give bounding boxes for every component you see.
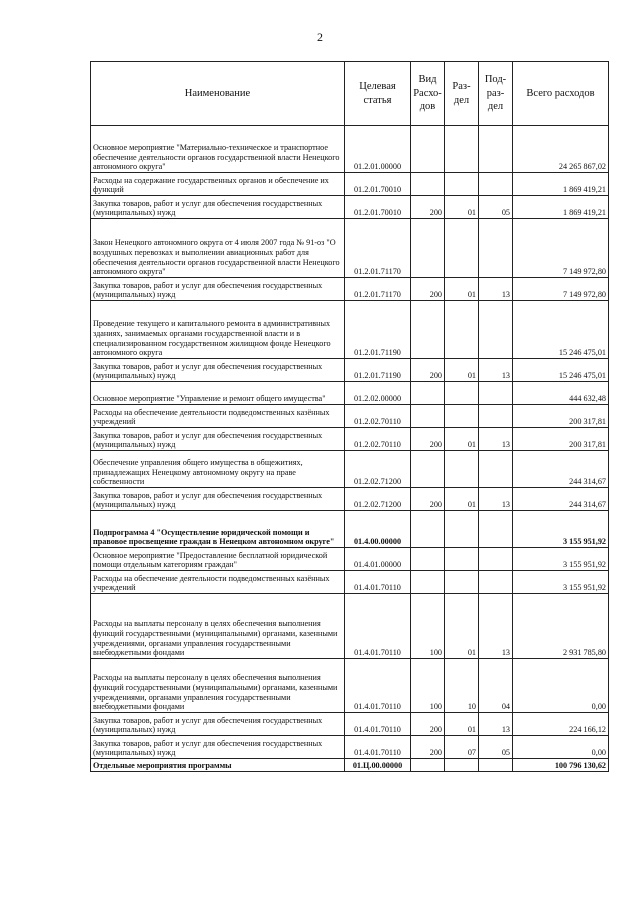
cell-podrazdel: [479, 451, 513, 488]
cell-vid: 100: [411, 659, 445, 713]
cell-name: Закупка товаров, работ и услуг для обеспечения государственных (муниципальных) нужд: [91, 196, 345, 219]
cell-total: 15 246 475,01: [513, 301, 609, 359]
cell-target: 01.4.01.70110: [345, 713, 411, 736]
header-target: Целевая статья: [345, 62, 411, 126]
cell-target: 01.2.01.71190: [345, 301, 411, 359]
header-vid: Вид Расхо-дов: [411, 62, 445, 126]
cell-vid: 200: [411, 428, 445, 451]
cell-razdel: 01: [445, 713, 479, 736]
cell-podrazdel: 04: [479, 659, 513, 713]
table-row: [91, 301, 609, 359]
cell-total: 0,00: [513, 659, 609, 713]
cell-total: 444 632,48: [513, 382, 609, 405]
table-row: [91, 488, 609, 511]
cell-total: 15 246 475,01: [513, 359, 609, 382]
cell-razdel: [445, 548, 479, 571]
cell-podrazdel: [479, 219, 513, 278]
cell-target: 01.4.01.70110: [345, 736, 411, 759]
cell-razdel: 07: [445, 736, 479, 759]
cell-total: 1 869 419,21: [513, 196, 609, 219]
cell-total: 7 149 972,80: [513, 278, 609, 301]
cell-target: 01.2.01.70010: [345, 196, 411, 219]
cell-razdel: 01: [445, 359, 479, 382]
cell-target: 01.2.01.70010: [345, 173, 411, 196]
cell-name: Расходы на выплаты персоналу в целях обеспечения выполнения функций государственными (муниципальными) органами, казенными учреждениями, органами управления государственными внебюджетными фондами: [91, 659, 345, 713]
cell-target: 01.2.01.71170: [345, 278, 411, 301]
cell-vid: 200: [411, 488, 445, 511]
cell-razdel: 01: [445, 428, 479, 451]
cell-razdel: 01: [445, 278, 479, 301]
cell-podrazdel: 13: [479, 278, 513, 301]
cell-target: 01.4.01.70110: [345, 594, 411, 659]
cell-podrazdel: 13: [479, 713, 513, 736]
cell-vid: [411, 219, 445, 278]
cell-podrazdel: [479, 511, 513, 548]
cell-name: Расходы на обеспечение деятельности подведомственных казённых учреждений: [91, 571, 345, 594]
header-podrazdel: Под-раз-дел: [479, 62, 513, 126]
cell-razdel: 10: [445, 659, 479, 713]
cell-name: Закупка товаров, работ и услуг для обеспечения государственных (муниципальных) нужд: [91, 359, 345, 382]
cell-podrazdel: 05: [479, 196, 513, 219]
table-row: [91, 548, 609, 571]
cell-vid: 200: [411, 278, 445, 301]
cell-razdel: [445, 173, 479, 196]
cell-vid: [411, 173, 445, 196]
cell-name: Закупка товаров, работ и услуг для обеспечения государственных (муниципальных) нужд: [91, 488, 345, 511]
cell-podrazdel: [479, 126, 513, 173]
expenditure-table: [90, 61, 609, 772]
cell-name: Подпрограмма 4 "Осуществление юридической помощи и правовое просвещение граждан в Ненецком автономном округе": [91, 511, 345, 548]
cell-total: 200 317,81: [513, 405, 609, 428]
cell-razdel: [445, 382, 479, 405]
cell-name: Обеспечение управления общего имущества в общежитиях, принадлежащих Ненецкому автономному округу на праве собственности: [91, 451, 345, 488]
cell-target: 01.2.01.71170: [345, 219, 411, 278]
cell-podrazdel: [479, 548, 513, 571]
cell-razdel: [445, 511, 479, 548]
header-name: Наименование: [91, 62, 345, 126]
cell-podrazdel: 05: [479, 736, 513, 759]
cell-podrazdel: [479, 405, 513, 428]
cell-razdel: 01: [445, 594, 479, 659]
table-row: [91, 736, 609, 759]
cell-vid: 100: [411, 594, 445, 659]
cell-total: 2 931 785,80: [513, 594, 609, 659]
table-body: [91, 126, 609, 772]
cell-podrazdel: [479, 759, 513, 772]
cell-total: 3 155 951,92: [513, 511, 609, 548]
cell-podrazdel: 13: [479, 428, 513, 451]
table-row: [91, 451, 609, 488]
cell-target: 01.4.01.70110: [345, 571, 411, 594]
cell-name: Основное мероприятие "Управление и ремонт общего имущества": [91, 382, 345, 405]
cell-target: 01.2.02.71200: [345, 451, 411, 488]
page-number: 2: [317, 30, 323, 44]
cell-total: 224 166,12: [513, 713, 609, 736]
cell-total: 24 265 867,02: [513, 126, 609, 173]
cell-total: 3 155 951,92: [513, 548, 609, 571]
cell-total: 3 155 951,92: [513, 571, 609, 594]
cell-name: Основное мероприятие "Материально-техническое и транспортное обеспечение деятельности органов государственной власти Ненецкого автономного округа": [91, 126, 345, 173]
cell-name: Отдельные мероприятия программы: [91, 759, 345, 772]
table-header-row: [91, 62, 609, 126]
cell-razdel: [445, 405, 479, 428]
cell-razdel: [445, 126, 479, 173]
table-row: [91, 571, 609, 594]
table-row: [91, 196, 609, 219]
cell-name: Основное мероприятие "Предоставление бесплатной юридической помощи отдельным категориям граждан": [91, 548, 345, 571]
cell-target: 01.4.01.00000: [345, 548, 411, 571]
cell-podrazdel: [479, 301, 513, 359]
cell-podrazdel: 13: [479, 488, 513, 511]
cell-total: 0,00: [513, 736, 609, 759]
cell-name: Закупка товаров, работ и услуг для обеспечения государственных (муниципальных) нужд: [91, 713, 345, 736]
table-row: [91, 405, 609, 428]
table-row: [91, 511, 609, 548]
cell-vid: [411, 301, 445, 359]
table-row: [91, 219, 609, 278]
cell-target: 01.2.01.00000: [345, 126, 411, 173]
header-razdel: Раз-дел: [445, 62, 479, 126]
cell-name: Расходы на выплаты персоналу в целях обеспечения выполнения функций государственными (муниципальными) органами, казенными учреждениями, органами управления государственными внебюджетными фондами: [91, 594, 345, 659]
cell-vid: [411, 759, 445, 772]
header-total: Всего расходов: [513, 62, 609, 126]
table-row: [91, 428, 609, 451]
cell-target: 01.4.00.00000: [345, 511, 411, 548]
cell-target: 01.2.02.70110: [345, 405, 411, 428]
cell-total: 244 314,67: [513, 451, 609, 488]
cell-razdel: [445, 219, 479, 278]
cell-target: 01.2.02.00000: [345, 382, 411, 405]
cell-name: Расходы на обеспечение деятельности подведомственных казённых учреждений: [91, 405, 345, 428]
cell-name: Проведение текущего и капитального ремонта в административных зданиях, занимаемых органами государственной власти и в специализированном государственном жилищном фонде Ненецкого автономного округа: [91, 301, 345, 359]
cell-total: 7 149 972,80: [513, 219, 609, 278]
cell-name: Закупка товаров, работ и услуг для обеспечения государственных (муниципальных) нужд: [91, 736, 345, 759]
cell-podrazdel: [479, 173, 513, 196]
cell-razdel: [445, 301, 479, 359]
cell-vid: [411, 548, 445, 571]
cell-razdel: 01: [445, 196, 479, 219]
cell-target: 01.2.02.70110: [345, 428, 411, 451]
table-row: [91, 759, 609, 772]
table-row: [91, 359, 609, 382]
table-row: [91, 659, 609, 713]
cell-name: Закупка товаров, работ и услуг для обеспечения государственных (муниципальных) нужд: [91, 278, 345, 301]
table-row: [91, 173, 609, 196]
cell-name: Закупка товаров, работ и услуг для обеспечения государственных (муниципальных) нужд: [91, 428, 345, 451]
cell-total: 100 796 130,62: [513, 759, 609, 772]
cell-podrazdel: 13: [479, 359, 513, 382]
cell-total: 1 869 419,21: [513, 173, 609, 196]
cell-vid: 200: [411, 736, 445, 759]
cell-vid: [411, 511, 445, 548]
cell-podrazdel: 13: [479, 594, 513, 659]
cell-target: 01.Ц.00.00000: [345, 759, 411, 772]
cell-name: Закон Ненецкого автономного округа от 4 июля 2007 года № 91-оз "О воздушных перевозках и выполнении авиационных работ для обеспечения деятельности органов государственной власти Ненецкого автономного округа": [91, 219, 345, 278]
cell-vid: 200: [411, 196, 445, 219]
cell-vid: [411, 382, 445, 405]
cell-vid: [411, 451, 445, 488]
cell-target: 01.2.01.71190: [345, 359, 411, 382]
cell-total: 200 317,81: [513, 428, 609, 451]
table-row: [91, 713, 609, 736]
cell-razdel: [445, 759, 479, 772]
cell-vid: [411, 126, 445, 173]
cell-razdel: [445, 451, 479, 488]
cell-vid: 200: [411, 713, 445, 736]
cell-razdel: [445, 571, 479, 594]
cell-name: Расходы на содержание государственных органов и обеспечение их функций: [91, 173, 345, 196]
cell-vid: 200: [411, 359, 445, 382]
cell-vid: [411, 405, 445, 428]
cell-podrazdel: [479, 571, 513, 594]
table-row: [91, 382, 609, 405]
table-row: [91, 126, 609, 173]
cell-podrazdel: [479, 382, 513, 405]
table-row: [91, 278, 609, 301]
cell-target: 01.2.02.71200: [345, 488, 411, 511]
cell-razdel: 01: [445, 488, 479, 511]
cell-vid: [411, 571, 445, 594]
cell-target: 01.4.01.70110: [345, 659, 411, 713]
cell-total: 244 314,67: [513, 488, 609, 511]
table-row: [91, 594, 609, 659]
